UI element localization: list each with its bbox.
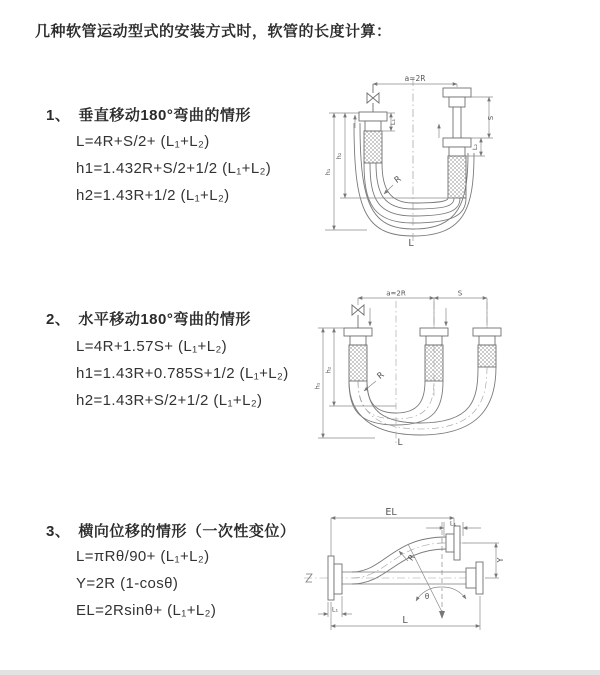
length-label: L bbox=[408, 238, 414, 249]
section-3-heading: 3、 横向位移的情形（一次性变位） bbox=[46, 523, 296, 540]
section-2 bbox=[46, 308, 289, 409]
hose-curves bbox=[352, 537, 446, 584]
dim-label-s: S bbox=[457, 289, 463, 298]
section-2-heading: 2、 水平移动180°弯曲的情形 bbox=[46, 311, 251, 328]
formula-line: EL=2Rsinθ+ (L₁+L₂) bbox=[76, 602, 217, 619]
dim-label-h1: h₁ bbox=[313, 382, 322, 390]
formula-line: h2=1.43R+S/2+1/2 (L₁+L₂) bbox=[76, 392, 263, 409]
braided-hose-section bbox=[478, 345, 496, 367]
radius-label: R bbox=[392, 174, 404, 186]
angle-vertex-arrow-icon bbox=[439, 611, 445, 619]
formula-line: L=4R+1.57S+ (L₁+L₂) bbox=[76, 338, 228, 355]
angle-label: θ bbox=[424, 592, 430, 601]
dim-label-s: S bbox=[487, 115, 495, 121]
scan-edge-shadow bbox=[0, 670, 600, 675]
section-1-heading: 1、 垂直移动180°弯曲的情形 bbox=[46, 107, 251, 124]
dim-label-h1: h₁ bbox=[324, 168, 332, 176]
dim-label-l1: L₁ bbox=[389, 118, 397, 126]
right-pipe-assembly bbox=[473, 328, 501, 367]
formula-line: Y=2R (1-cosθ) bbox=[76, 575, 179, 592]
valve-icon bbox=[367, 93, 373, 103]
hose-curves bbox=[349, 367, 496, 435]
formula-line: h2=1.43R+1/2 (L₁+L₂) bbox=[76, 187, 230, 204]
braided-hose-section bbox=[425, 345, 443, 381]
valve-icon bbox=[373, 93, 379, 103]
section-1 bbox=[46, 104, 272, 204]
section-3-number: 3、 bbox=[46, 523, 71, 540]
braided-hose-section bbox=[349, 345, 367, 381]
braided-hose-section bbox=[448, 156, 466, 198]
left-pipe-assembly bbox=[344, 305, 372, 381]
page-title: 几种软管运动型式的安装方式时，软管的长度计算： bbox=[35, 23, 392, 40]
dim-label-l1-bottom: L₁ bbox=[331, 605, 339, 614]
dim-label-h2: h₂ bbox=[335, 152, 343, 160]
diagram-horizontal-bend bbox=[313, 286, 518, 451]
section-1-number: 1、 bbox=[46, 107, 71, 124]
dim-label-el: EL bbox=[385, 507, 397, 518]
left-pipe-assembly bbox=[359, 84, 387, 163]
dim-label-l1-top: L₁ bbox=[449, 519, 457, 528]
braided-hose-section bbox=[364, 131, 382, 163]
length-label: L bbox=[402, 615, 408, 626]
middle-pipe-assembly bbox=[420, 328, 448, 381]
formula-line: h1=1.432R+S/2+1/2 (L₁+L₂) bbox=[76, 160, 272, 177]
dim-label-h2: h₂ bbox=[324, 366, 333, 374]
diagram-lateral-displacement bbox=[296, 502, 511, 642]
dim-label-l2: L₂ bbox=[471, 143, 479, 151]
valve-icon bbox=[358, 305, 364, 315]
dimension-lines bbox=[318, 298, 487, 438]
formula-line: L=πRθ/90+ (L₁+L₂) bbox=[76, 548, 210, 565]
section-2-number: 2、 bbox=[46, 311, 71, 328]
section-3 bbox=[46, 520, 296, 619]
dim-label-y: Y bbox=[496, 557, 505, 563]
radius-label: R bbox=[375, 370, 387, 382]
radius-label: R bbox=[406, 552, 417, 563]
length-label: L bbox=[397, 438, 403, 448]
formula-line: L=4R+S/2+ (L₁+L₂) bbox=[76, 133, 210, 150]
right-flange bbox=[466, 562, 483, 594]
diagram-vertical-bend bbox=[315, 68, 510, 253]
valve-icon bbox=[352, 305, 358, 315]
dim-label-a2r: a=2R bbox=[404, 74, 426, 83]
dim-label-a2r: a=2R bbox=[386, 289, 406, 298]
displaced-flange bbox=[446, 526, 460, 560]
formula-line: h1=1.43R+0.785S+1/2 (L₁+L₂) bbox=[76, 365, 289, 382]
left-flange bbox=[328, 556, 342, 600]
